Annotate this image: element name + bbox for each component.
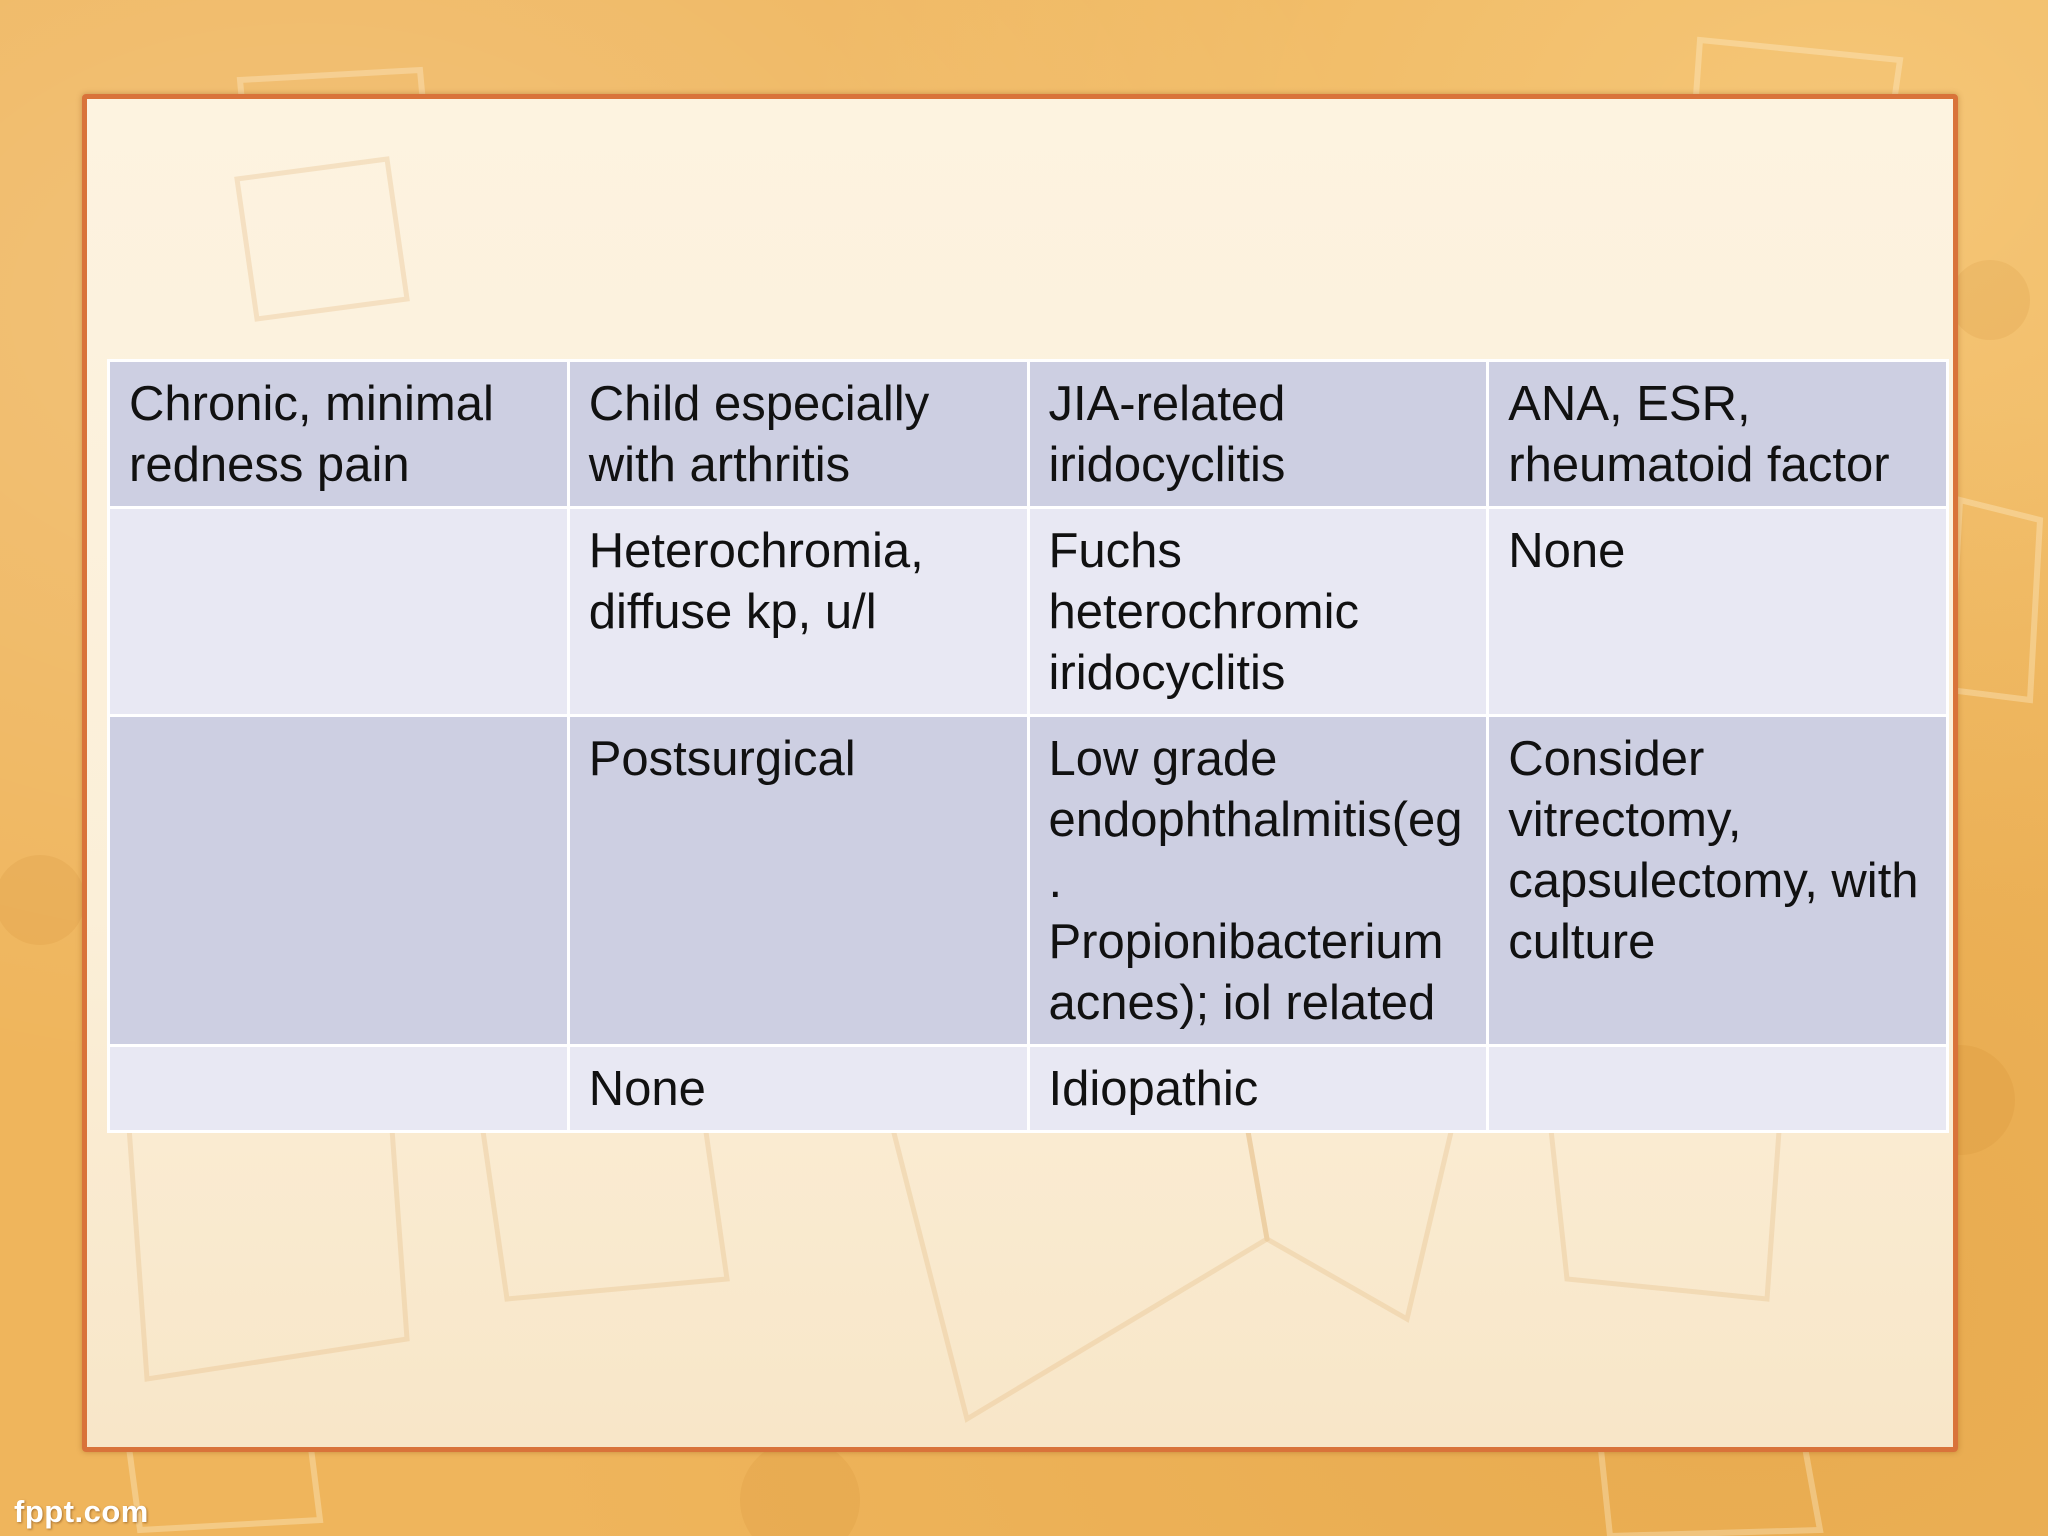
- table-cell: ANA, ESR, rheumatoid factor: [1488, 361, 1948, 508]
- table-cell: Fuchs heterochromic iridocyclitis: [1028, 508, 1488, 716]
- table-cell: None: [1488, 508, 1948, 716]
- uveitis-table: [107, 359, 1949, 1133]
- table-row: [109, 508, 1948, 716]
- table-cell: Chronic, minimal redness pain: [109, 361, 569, 508]
- table-cell: None: [568, 1046, 1028, 1132]
- table-cell: Postsurgical: [568, 716, 1028, 1046]
- table-row: [109, 1046, 1948, 1132]
- table-cell: [1488, 1046, 1948, 1132]
- table-cell: Idiopathic: [1028, 1046, 1488, 1132]
- slide-panel: [82, 94, 1958, 1452]
- table-row: [109, 361, 1948, 508]
- fppt-logo: fppt.com: [14, 1494, 149, 1529]
- table-cell: Consider vitrectomy, capsulectomy, with culture: [1488, 716, 1948, 1046]
- table-cell: Child especially with arthritis: [568, 361, 1028, 508]
- table-cell: [109, 1046, 569, 1132]
- table-row: [109, 716, 1948, 1046]
- table-cell: [109, 716, 569, 1046]
- table-cell: [109, 508, 569, 716]
- table-cell: Heterochromia, diffuse kp, u/l: [568, 508, 1028, 716]
- table-cell: JIA-related iridocyclitis: [1028, 361, 1488, 508]
- table-cell: Low grade endophthalmitis(eg. Propionibacterium acnes); iol related: [1028, 716, 1488, 1046]
